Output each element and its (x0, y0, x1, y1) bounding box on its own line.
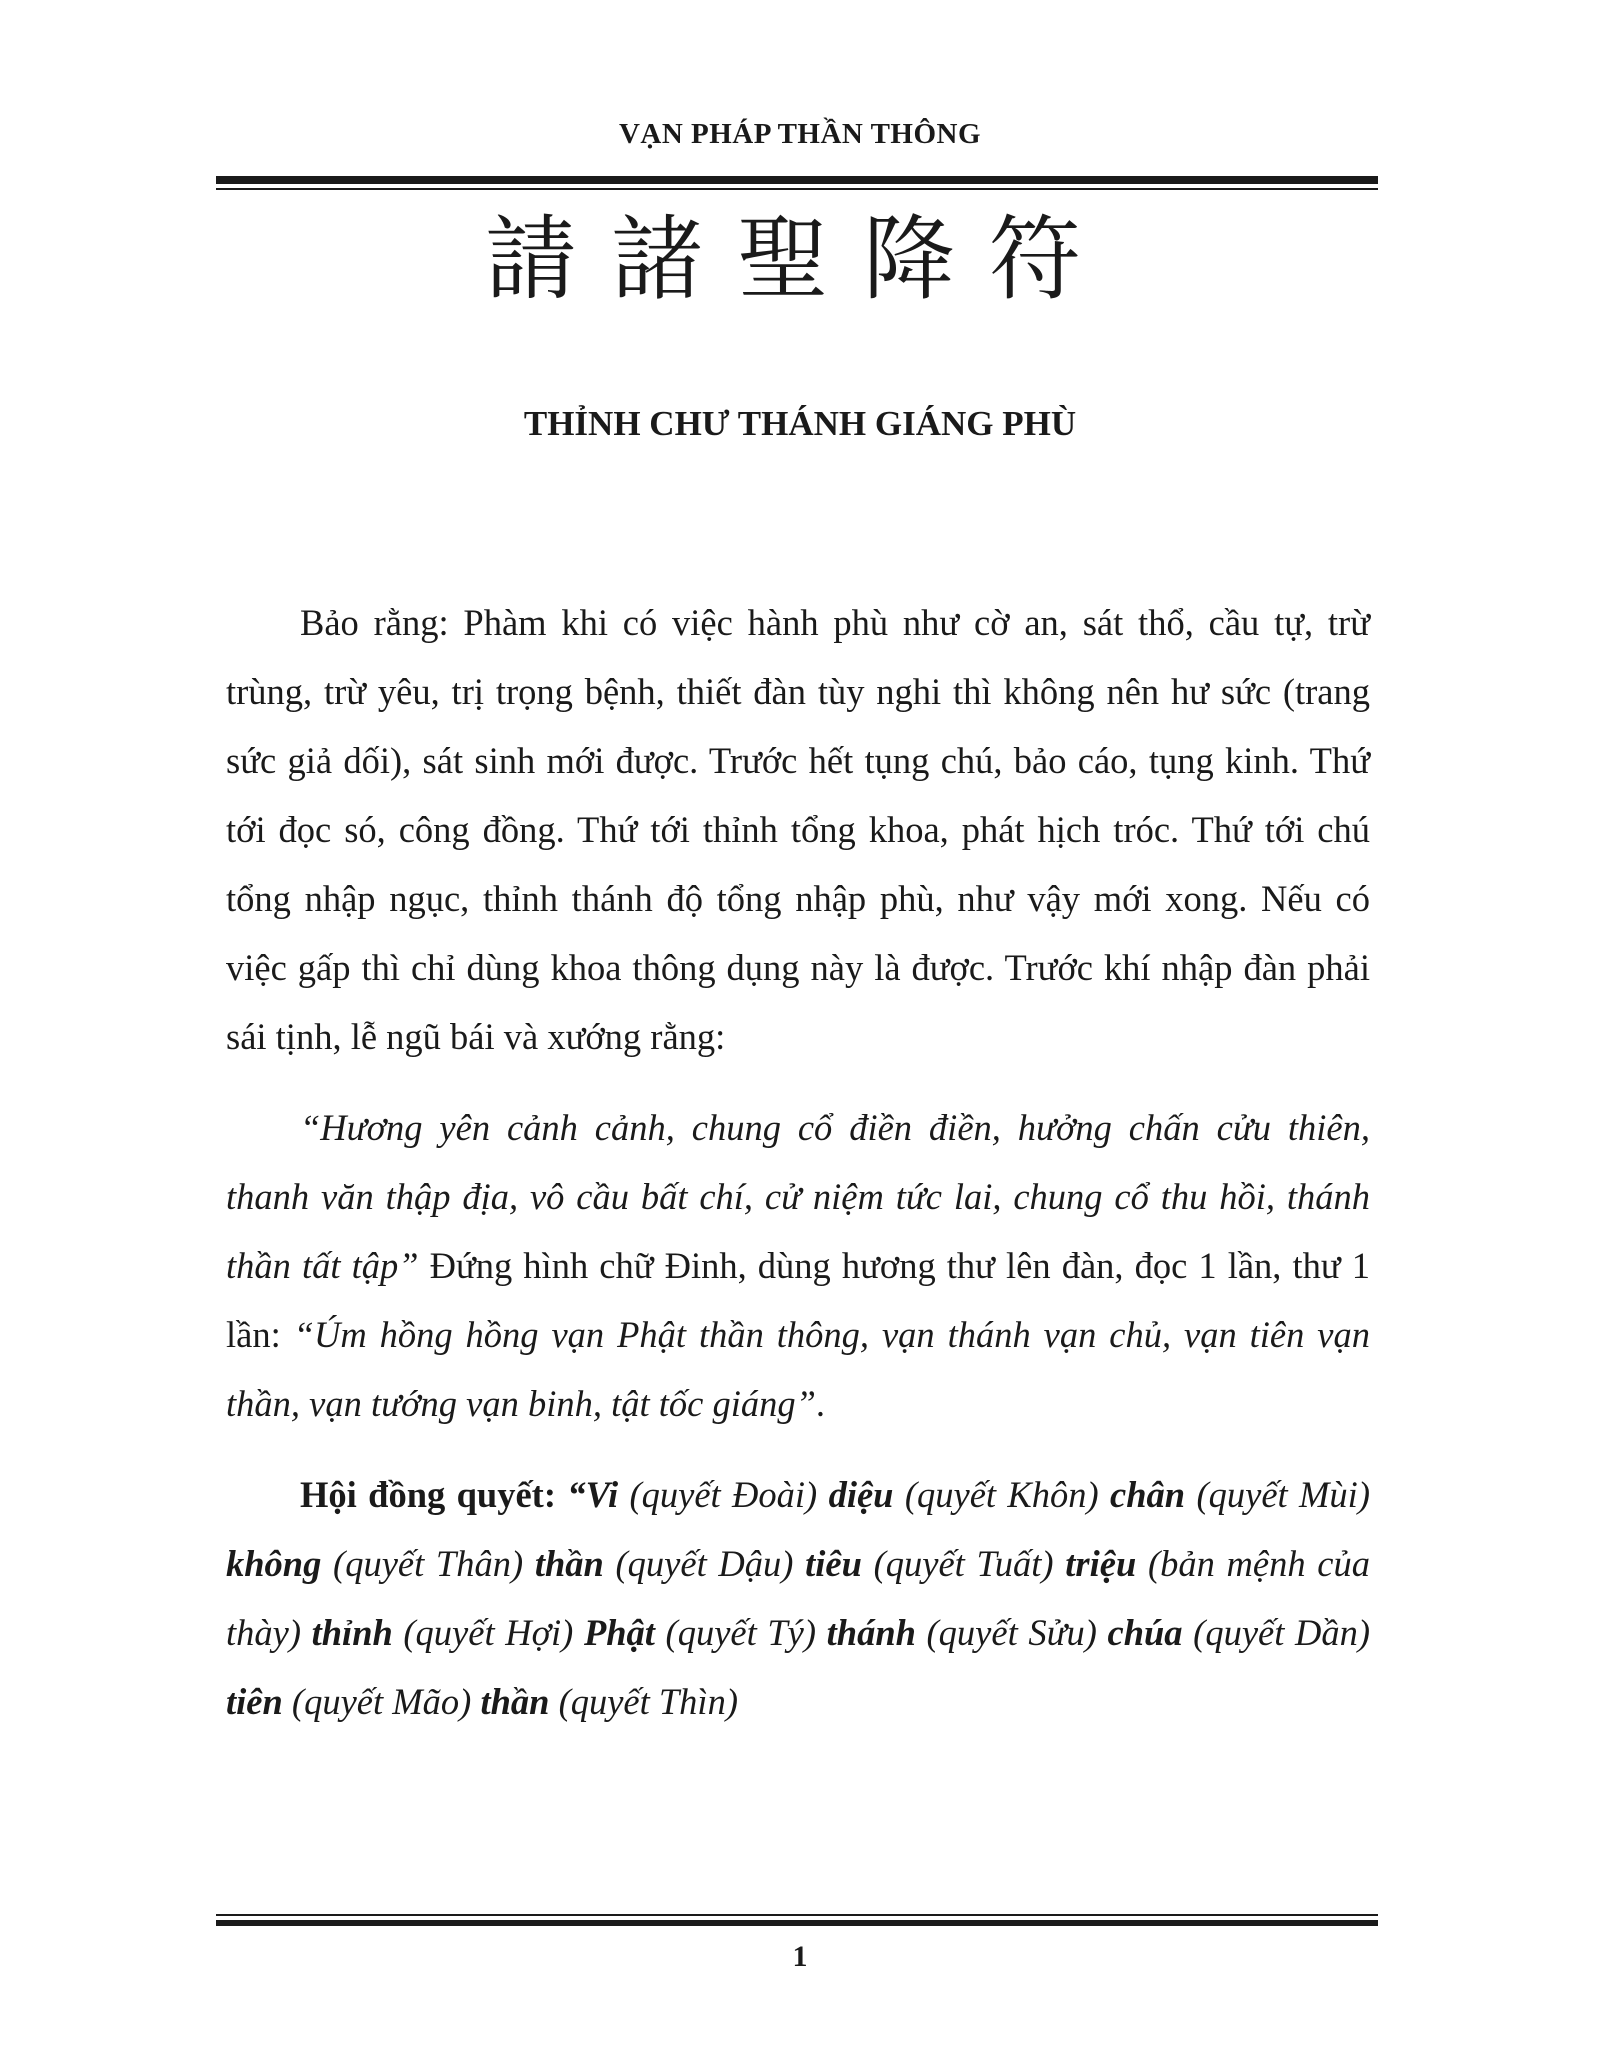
footer-rule-thin (216, 1914, 1378, 1916)
decision-word: tiêu (805, 1543, 862, 1584)
decision-note: (quyết Mão) (282, 1681, 481, 1722)
decision-note: (quyết Tý) (654, 1612, 827, 1653)
decision-word: không (226, 1543, 322, 1584)
decision-word: diệu (828, 1474, 894, 1515)
header-rule-thin (216, 188, 1378, 190)
decision-note: (quyết Đoài) (618, 1474, 829, 1515)
chinese-title: 請諸聖降符 (484, 206, 1115, 313)
decision-label: Hội đồng quyết: (300, 1474, 556, 1515)
decision-note: (quyết Dần) (1182, 1612, 1370, 1653)
decision-word: thỉnh (311, 1612, 393, 1653)
decision-note: (bản mệnh của thày) (226, 1543, 1370, 1653)
decision-word: chân (1110, 1474, 1186, 1515)
invocation-instruction: Đứng hình chữ Đinh, dùng hương thư lên đàn, đọc 1 lần, thư 1 lần: (226, 1245, 1370, 1355)
decision-note: (quyết Khôn) (893, 1474, 1111, 1515)
decision-word: tiên (226, 1681, 283, 1722)
vietnamese-title: THỈNH CHƯ THÁNH GIÁNG PHÙ (523, 404, 1077, 443)
footer-rule-thick (216, 1920, 1378, 1926)
decision-note: (quyết Hợi) (392, 1612, 584, 1653)
decision-word: chúa (1107, 1612, 1183, 1653)
body-text (226, 588, 1370, 1736)
running-header: VẠN PHÁP THẦN THÔNG (618, 118, 982, 150)
paragraph-invocation (226, 1093, 1370, 1438)
decision-word: “Vi (567, 1474, 619, 1515)
page-number: 1 (792, 1940, 808, 1973)
decision-note: (quyết Thìn) (549, 1681, 738, 1722)
invocation-quote: “Hương yên cảnh cảnh, chung cổ điền điền, hưởng chấn cửu thiên, thanh văn thập địa, vô cầu bất chí, cử niệm tức lai, chung cổ thu hồi, thánh thần tất tập” (226, 1107, 1370, 1286)
decision-word: Phật (583, 1612, 655, 1653)
decision-word: thần (534, 1543, 604, 1584)
decision-note: (quyết Tuất) (861, 1543, 1066, 1584)
decision-note: (quyết Mùi) (1185, 1474, 1370, 1515)
invocation-end: . (815, 1383, 826, 1424)
decision-note: (quyết Thân) (321, 1543, 535, 1584)
header-rule-thick (216, 176, 1378, 184)
decision-word: thánh (826, 1612, 916, 1653)
decision-word: thần (480, 1681, 550, 1722)
decision-word: triệu (1065, 1543, 1137, 1584)
paragraph-decision (226, 1460, 1370, 1736)
mantra-quote: “Úm hồng hồng vạn Phật thần thông, vạn thánh vạn chủ, vạn tiên vạn thần, vạn tướng vạn binh, tật tốc giáng” (226, 1314, 1371, 1424)
decision-note: (quyết Dậu) (603, 1543, 806, 1584)
decision-note (556, 1474, 567, 1515)
paragraph-intro: Bảo rằng: Phàm khi có việc hành phù như cờ an, sát thổ, cầu tự, trừ trùng, trừ yêu, trị trọng bệnh, thiết đàn tùy nghi thì không nên hư sức (trang sức giả dối), sát sinh mới được. Trước hết tụng chú, bảo cáo, tụng kinh. Thứ tới đọc só, công đồng. Thứ tới thỉnh tổng khoa, phát hịch tróc. Thứ tới chú tổng nhập ngục, thỉnh thánh độ tổng nhập phù, như vậy mới xong. Nếu có việc gấp thì chỉ dùng khoa thông dụng này là được. Trước khí nhập đàn phải sái tịnh, lễ ngũ bái và xướng rằng: (226, 602, 1370, 1057)
decision-note: (quyết Sửu) (915, 1612, 1108, 1653)
